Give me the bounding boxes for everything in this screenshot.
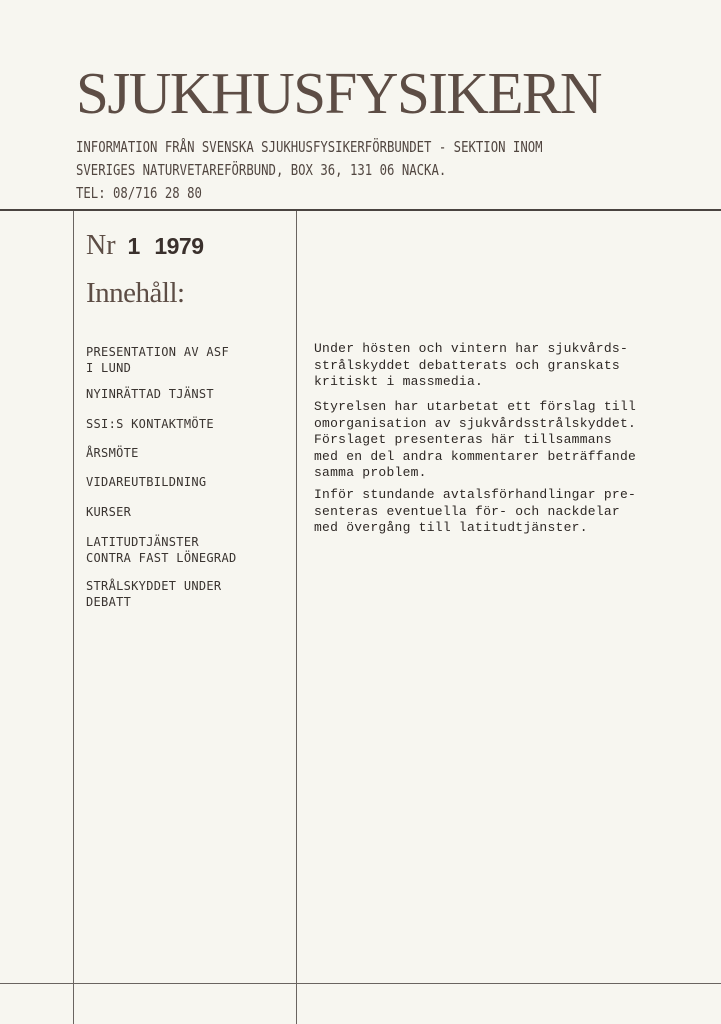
toc-item-presentation: PRESENTATION AV ASF I LUND	[86, 345, 229, 375]
intro-paragraph-2: Styrelsen har utarbetat ett förslag till omorganisation av sjukvårdsstrålskyddet. Förslaget presenteras här tillsammans med en del andra kommentarer beträffande samma problem.	[314, 399, 637, 480]
header-line-3: TEL: 08/716 28 80	[76, 184, 202, 202]
issue-year: 1979	[154, 233, 204, 259]
intro-paragraph-1: Under hösten och vintern har sjukvårds- strålskyddet debatterats och granskats kritiskt i massmedia.	[314, 341, 628, 389]
toc-item-ssi-meeting: SSI:S KONTAKTMÖTE	[86, 417, 214, 431]
intro-paragraph-3: Inför stundande avtalsförhandlingar pre- senteras eventuella för- och nackdelar med övergång till latitudtjänster.	[314, 487, 637, 535]
footer-divider	[0, 983, 721, 984]
header-divider	[0, 209, 721, 211]
toc-item-courses: KURSER	[86, 505, 132, 519]
header-line-2: SVERIGES NATURVETAREFÖRBUND, BOX 36, 131 06 NACKA.	[76, 161, 447, 179]
toc-item-radiation-debate: STRÅLSKYDDET UNDER DEBATT	[86, 579, 222, 609]
left-margin-rule	[73, 211, 74, 1024]
contents-heading: Innehåll:	[86, 277, 185, 309]
issue-prefix: Nr	[86, 230, 116, 261]
toc-item-annual-meeting: ÅRSMÖTE	[86, 446, 139, 460]
issue-number: 1	[127, 233, 141, 259]
masthead-title: SJUKHUSFYSIKERN	[76, 60, 602, 126]
toc-item-new-position: NYINRÄTTAD TJÄNST	[86, 387, 214, 401]
toc-item-further-education: VIDAREUTBILDNING	[86, 475, 207, 489]
issue-label	[86, 228, 204, 264]
column-divider	[296, 211, 297, 1024]
toc-item-latitude-positions: LATITUDTJÄNSTER CONTRA FAST LÖNEGRAD	[86, 535, 237, 565]
header-line-1: INFORMATION FRÅN SVENSKA SJUKHUSFYSIKERFÖRBUNDET - SEKTION INOM	[76, 138, 543, 156]
